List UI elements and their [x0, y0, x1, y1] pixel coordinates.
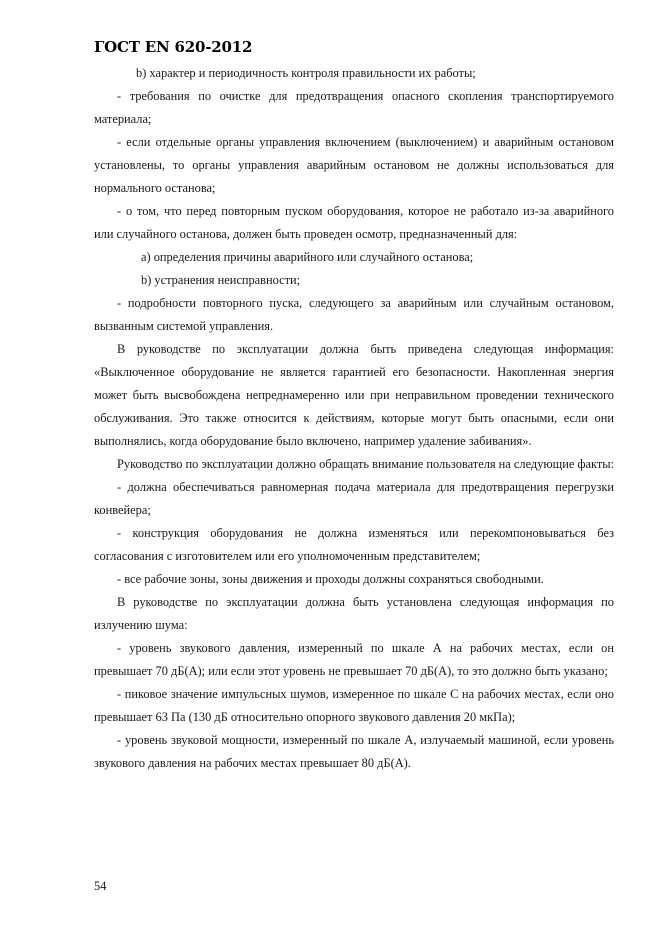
- paragraph: Руководство по эксплуатации должно обращать внимание пользователя на следующие факты:: [117, 457, 615, 471]
- document-header: ГОСТ EN 620-2012: [94, 38, 253, 56]
- list-item-sub: а) определения причины аварийного или случайного останова;: [141, 250, 474, 264]
- list-item: - подробности повторного пуска, следующего за аварийным или случайным остановом, вызванным системой управления.: [94, 296, 614, 333]
- document-body: [94, 62, 614, 775]
- list-item: - пиковое значение импульсных шумов, измеренное по шкале С на рабочих местах, если оно превышает 63 Па (130 дБ относительно опорного звукового давления 20 мкПа);: [94, 687, 614, 724]
- paragraph: В руководстве по эксплуатации должна быть установлена следующая информация по излучению шума:: [94, 595, 614, 632]
- list-item: - требования по очистке для предотвращения опасного скопления транспортируемого материала;: [94, 89, 614, 126]
- list-item-sub: b) устранения неисправности;: [141, 273, 301, 287]
- list-item: - уровень звукового давления, измеренный по шкале А на рабочих местах, если он превышает 70 дБ(А); или если этот уровень не превышает 70 дБ(А), то это должно быть указано;: [94, 641, 614, 678]
- list-item: - должна обеспечиваться равномерная подача материала для предотвращения перегрузки конвейера;: [94, 480, 614, 517]
- list-item: - конструкция оборудования не должна изменяться или перекомпоновываться без согласования с изготовителем или его уполномоченным представителем;: [94, 526, 614, 563]
- list-item: - все рабочие зоны, зоны движения и проходы должны сохраняться свободными.: [117, 572, 544, 586]
- list-item: - уровень звуковой мощности, измеренный по шкале А, излучаемый машиной, если уровень звукового давления на рабочих местах превышает 80 дБ(А).: [94, 733, 614, 770]
- list-item: - если отдельные органы управления включением (выключением) и аварийным остановом установлены, то органы управления аварийным остановом не должны использоваться для нормального останова;: [94, 135, 614, 195]
- page-number: 54: [94, 879, 107, 893]
- list-item-sub: b) характер и периодичность контроля правильности их работы;: [136, 66, 476, 80]
- paragraph: В руководстве по эксплуатации должна быть приведена следующая информация: «Выключенное оборудование не является гарантией его безопасности. Накопленная энергия может быть высвобождена непреднамеренно или при неправильном проведении технического обслуживания. Это также относится к действиям, которые могут быть опасными, если они выполнялись, когда оборудование было включено, например удаление забивания».: [94, 342, 614, 448]
- list-item: - о том, что перед повторным пуском оборудования, которое не работало из-за аварийного или случайного останова, должен быть проведен осмотр, предназначенный для:: [94, 204, 614, 241]
